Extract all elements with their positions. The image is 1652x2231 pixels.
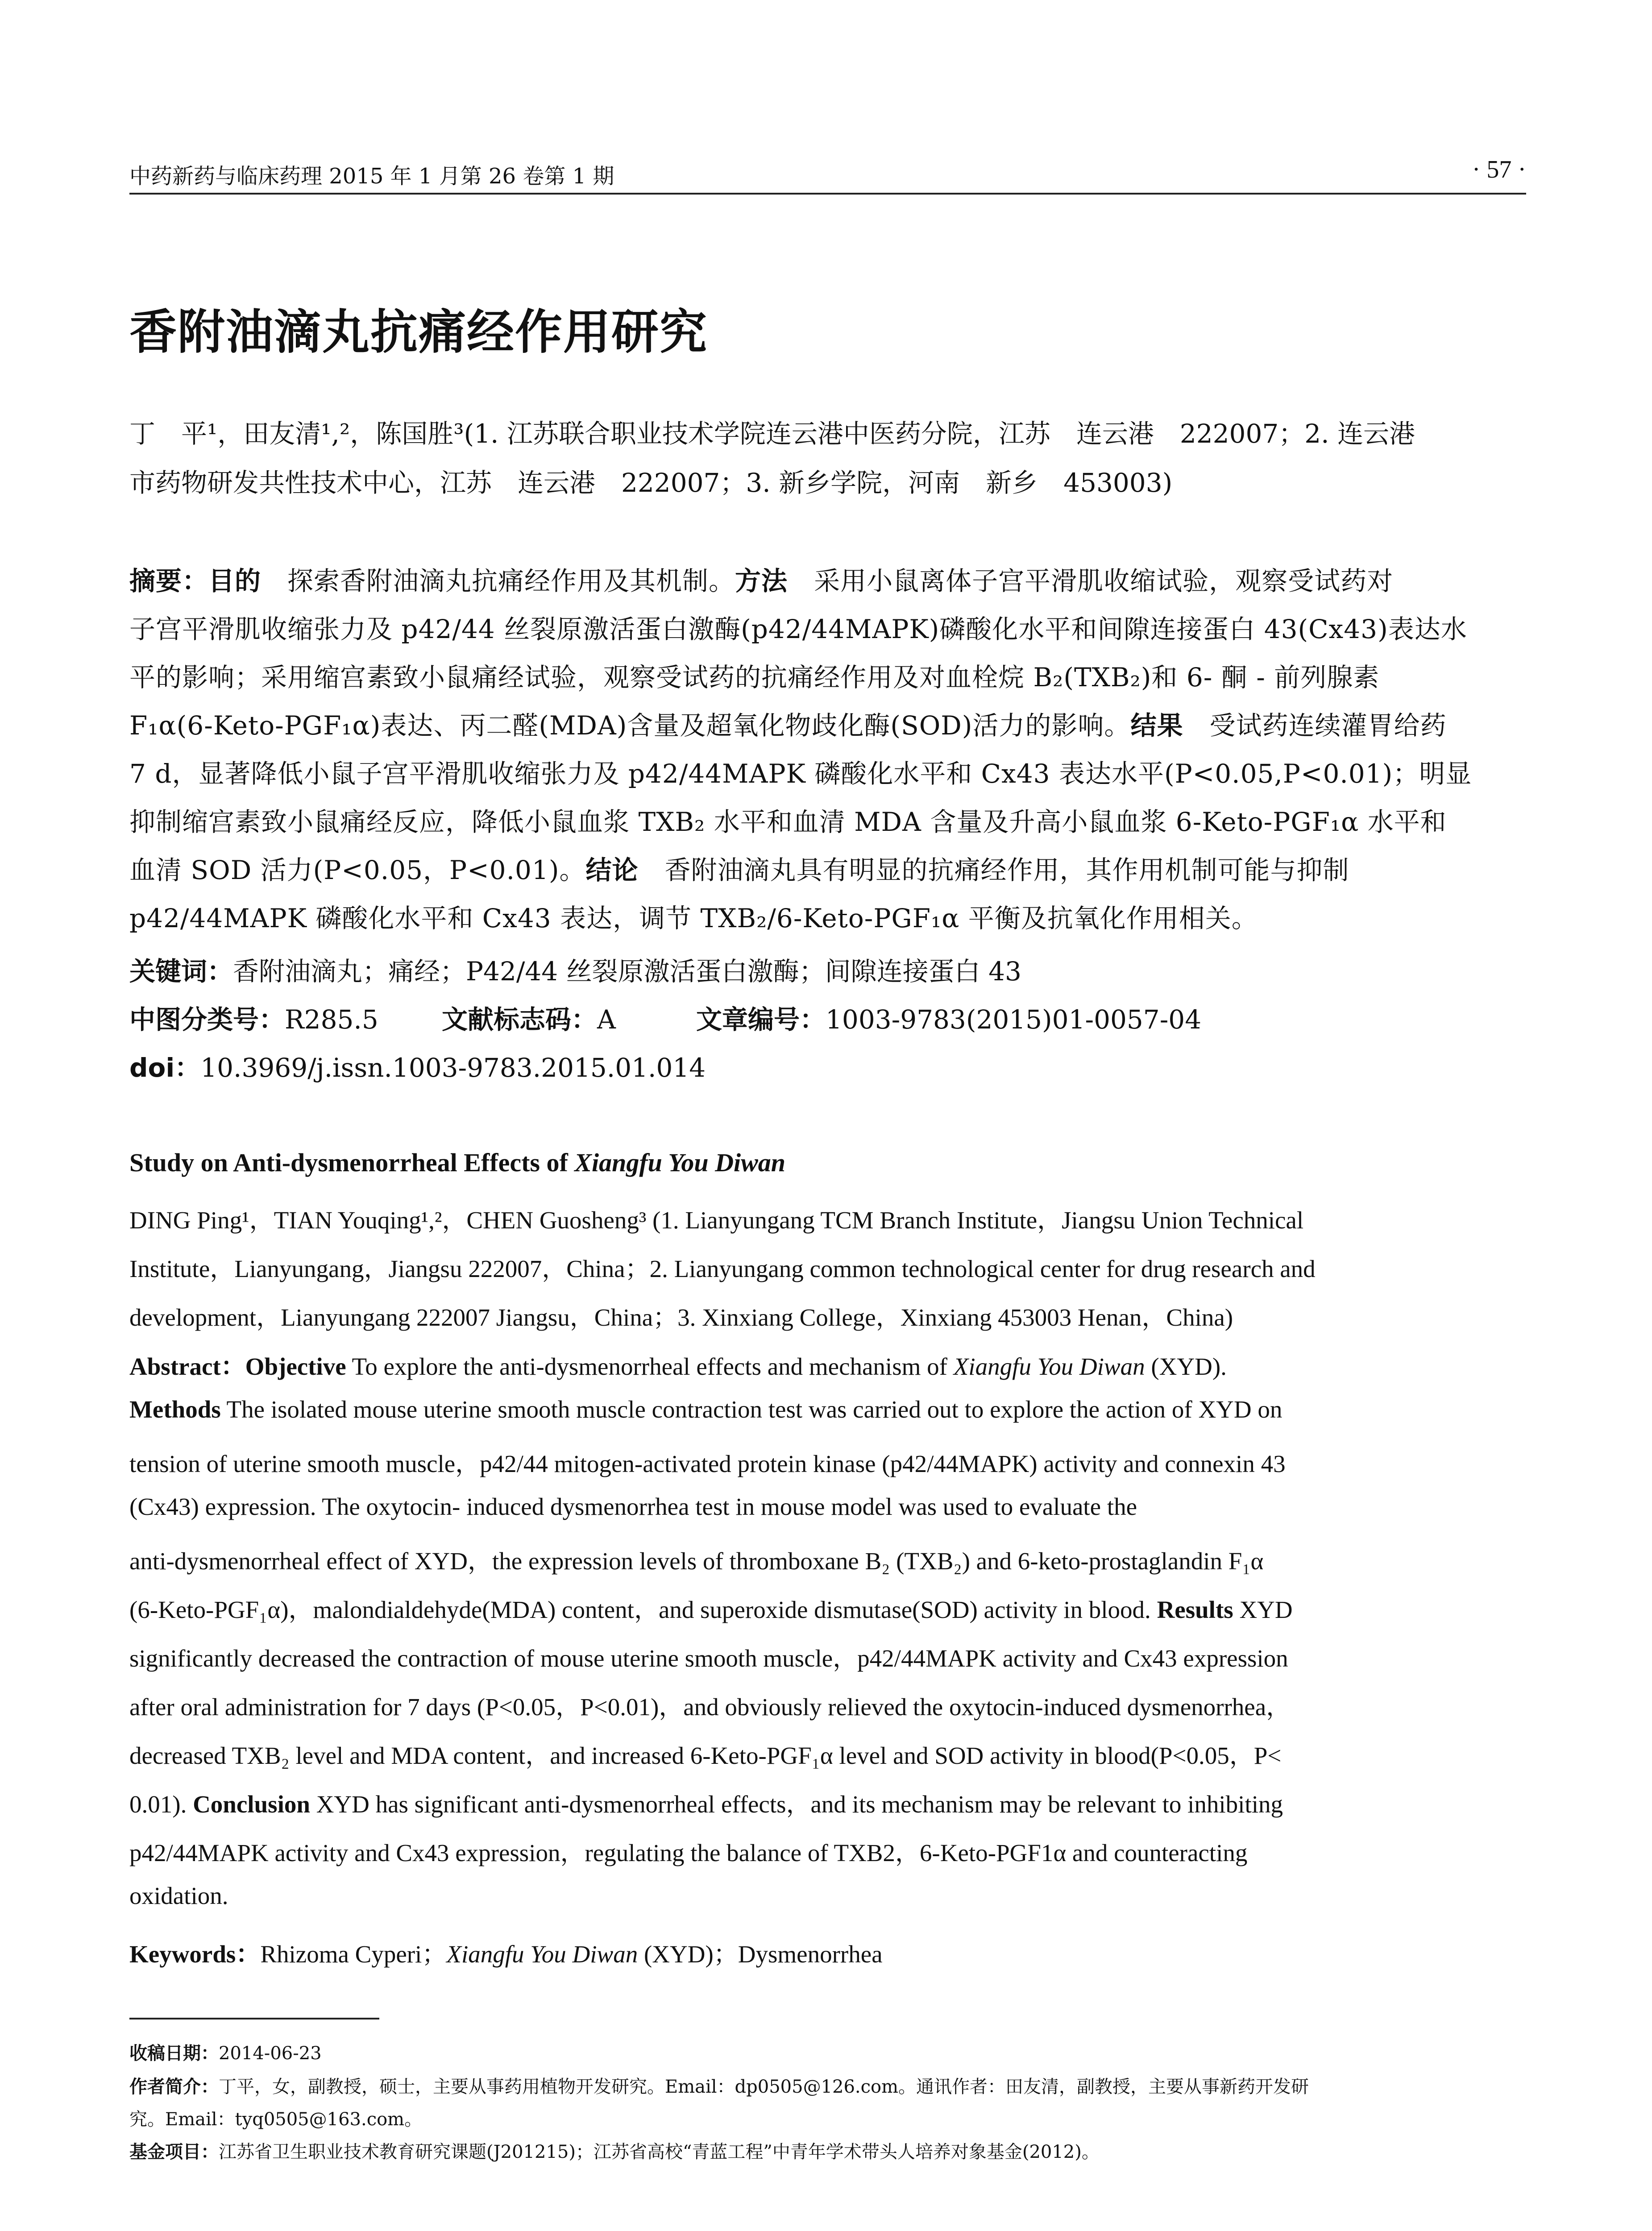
abstract-cn-text: 血清 SOD 活力(P<0.05，P<0.01)。 bbox=[129, 855, 586, 885]
received-label: 收稿日期： bbox=[129, 2043, 219, 2064]
clc-label: 中图分类号： bbox=[129, 1004, 285, 1035]
abstract-en-line: tension of uterine smooth muscle，p42/44 mitogen-activated protein kinase (p42/44MAPK) activity and connexin 43 bbox=[129, 1450, 1286, 1477]
keywords-cn-label: 关键词： bbox=[129, 956, 233, 987]
results-en-text: XYD bbox=[1233, 1596, 1293, 1623]
bio-text: 丁平，女，副教授，硕士，主要从事药用植物开发研究。Email：dp0505@126.com。通讯作者：田友清，副教授，主要从事新药开发研 bbox=[219, 2077, 1309, 2097]
header-rule bbox=[129, 193, 1526, 195]
abstract-en-line: significantly decreased the contraction of mouse uterine smooth muscle，p42/44MAPK activity and Cx43 expression bbox=[129, 1645, 1288, 1672]
objective-en-label: Objective bbox=[245, 1353, 346, 1380]
abstract-cn-line: 平的影响；采用缩宫素致小鼠痛经试验，观察受试药的抗痛经作用及对血栓烷 B₂(TXB₂)和 6- 酮 - 前列腺素 bbox=[129, 662, 1380, 693]
abstract-en-line: decreased TXB₂ level and MDA content，and increased 6-Keto-PGF₁α level and SOD activity in blood(P<0.05，P< bbox=[129, 1742, 1282, 1769]
received-date: 2014-06-23 bbox=[219, 2043, 322, 2064]
fund-label: 基金项目： bbox=[129, 2142, 219, 2162]
abstract-cn-line: 抑制缩宫素致小鼠痛经反应，降低小鼠血浆 TXB₂ 水平和血清 MDA 含量及升高小鼠血浆 6-Keto-PGF₁α 水平和 bbox=[129, 807, 1447, 837]
abstract-cn-label: 摘要： bbox=[129, 566, 209, 596]
abstract-en-line: p42/44MAPK activity and Cx43 expression，regulating the balance of TXB2，6-Keto-PGF1α and counteracting bbox=[129, 1839, 1248, 1866]
keywords-en bbox=[129, 1934, 1526, 1970]
conclusion-en-label: Conclusion bbox=[193, 1791, 310, 1818]
abstract-en bbox=[129, 1347, 1526, 1936]
keywords-cn-text: 香附油滴丸；痛经；P42/44 丝裂原激活蛋白激酶；间隙连接蛋白 43 bbox=[233, 956, 1021, 987]
abstract-cn-line: 7 d，显著降低小鼠子宫平滑肌收缩张力及 p42/44MAPK 磷酸化水平和 Cx43 表达水平(P<0.05,P<0.01)；明显 bbox=[129, 759, 1472, 789]
footnotes bbox=[129, 2039, 1526, 2186]
en-title-main: Study on Anti-dysmenorrheal Effects of bbox=[129, 1148, 575, 1177]
meta-cn bbox=[129, 950, 1526, 1111]
authors-en-line: Institute，Lianyungang，Jiangsu 222007，China；2. Lianyungang common technological center for drug research and bbox=[129, 1255, 1316, 1282]
abstract-en-line: after oral administration for 7 days (P<0.05，P<0.01)，and obviously relieved the oxytocin-induced dysmenorrhea， bbox=[129, 1693, 1291, 1721]
abstract-en-line: anti-dysmenorrheal effect of XYD，the expression levels of thromboxane B₂ (TXB₂) and 6-keto-prostaglandin F₁α bbox=[129, 1547, 1264, 1575]
authors-en-line: DING Ping¹，TIAN Youqing¹,²，CHEN Guosheng³ (1. Lianyungang TCM Branch Institute，Jiangsu Union Technical bbox=[129, 1207, 1304, 1234]
doc-code-label: 文献标志码： bbox=[442, 1004, 598, 1035]
doi-label: doi： bbox=[129, 1053, 201, 1083]
authors-en bbox=[129, 1200, 1526, 1348]
keywords-en-label: Keywords： bbox=[129, 1941, 261, 1968]
keywords-en-text: Rhizoma Cyperi； bbox=[260, 1941, 447, 1968]
results-label: 结果 bbox=[1130, 710, 1183, 741]
abstract-cn-line: p42/44MAPK 磷酸化水平和 Cx43 表达，调节 TXB₂/6-Keto-PGF₁α 平衡及抗氧化作用相关。 bbox=[129, 903, 1258, 933]
methods-en-label: Methods bbox=[129, 1396, 221, 1423]
keywords-en-italic: Xiangfu You Diwan bbox=[446, 1941, 638, 1968]
footnote-rule bbox=[129, 2018, 379, 2020]
keywords-en-text: (XYD)；Dysmenorrhea bbox=[638, 1941, 883, 1968]
article-no-value: 1003-9783(2015)01-0057-04 bbox=[826, 1004, 1202, 1035]
doi-value: 10.3969/j.issn.1003-9783.2015.01.014 bbox=[200, 1053, 706, 1083]
results-en-label: Results bbox=[1157, 1596, 1233, 1623]
objective-text: 探索香附油滴丸抗痛经作用及其机制。 bbox=[261, 566, 735, 596]
abstract-cn-line: 子宫平滑肌收缩张力及 p42/44 丝裂原激活蛋白激酶(p42/44MAPK)磷酸化水平和间隙连接蛋白 43(Cx43)表达水 bbox=[129, 614, 1467, 644]
en-title-italic: Xiangfu You Diwan bbox=[574, 1148, 786, 1177]
authors-cn-line: 市药物研发共性技术中心，江苏 连云港 222007；3. 新乡学院，河南 新乡 453003) bbox=[129, 468, 1173, 498]
bio-label: 作者简介： bbox=[129, 2077, 219, 2097]
objective-en-text: To explore the anti-dysmenorrheal effects and mechanism of bbox=[346, 1353, 954, 1380]
authors-en-line: development，Lianyungang 222007 Jiangsu，China；3. Xinxiang College，Xinxiang 453003 Henan，China) bbox=[129, 1304, 1233, 1331]
abstract-en-label: Abstract： bbox=[129, 1353, 245, 1380]
article-no-label: 文章编号： bbox=[696, 1004, 826, 1035]
en-title bbox=[129, 1148, 1526, 1183]
paper-title: 香附油滴丸抗痛经作用研究 bbox=[129, 305, 708, 360]
clc-value: R285.5 bbox=[285, 1004, 378, 1035]
conclusion-label: 结论 bbox=[585, 855, 639, 885]
methods-label: 方法 bbox=[735, 566, 788, 596]
abstract-en-text: 0.01). bbox=[129, 1791, 193, 1818]
conclusion-en-text: XYD has significant anti-dysmenorrheal effects，and its mechanism may be relevant to inhibiting bbox=[310, 1791, 1283, 1818]
abstract-en-text: (6-Keto-PGF₁α)，malondialdehyde(MDA) content，and superoxide dismutase(SOD) activity in blood. bbox=[129, 1596, 1157, 1623]
authors-cn bbox=[129, 413, 1526, 502]
methods-en-text: The isolated mouse uterine smooth muscle contraction test was carried out to explore the action of XYD on bbox=[220, 1396, 1283, 1423]
objective-en-italic: Xiangfu You Diwan bbox=[953, 1353, 1145, 1380]
results-text: 受试药连续灌胃给药 bbox=[1183, 710, 1447, 741]
methods-text: 采用小鼠离体子宫平滑肌收缩试验，观察受试药对 bbox=[788, 566, 1394, 596]
abstract-en-line: oxidation. bbox=[129, 1882, 228, 1909]
abstract-cn-text: F₁α(6-Keto-PGF₁α)表达、丙二醛(MDA)含量及超氧化物歧化酶(SOD)活力的影响。 bbox=[129, 710, 1131, 741]
fund-text: 江苏省卫生职业技术教育研究课题(J201215)；江苏省高校“青蓝工程”中青年学术带头人培养对象基金(2012)。 bbox=[219, 2142, 1100, 2162]
objective-en-text: (XYD). bbox=[1145, 1353, 1227, 1380]
authors-cn-line: 丁 平¹，田友清¹,²，陈国胜³(1. 江苏联合职业技术学院连云港中医药分院，江苏 连云港 222007；2. 连云港 bbox=[129, 419, 1415, 449]
running-header bbox=[129, 152, 1526, 192]
bio-text: 究。Email：tyq0505@163.com。 bbox=[129, 2109, 423, 2130]
doc-code-value: A bbox=[597, 1004, 616, 1035]
page-number: · 57 · bbox=[1472, 156, 1526, 183]
conclusion-text: 香附油滴丸具有明显的抗痛经作用，其作用机制可能与抑制 bbox=[638, 855, 1349, 885]
journal-name: 中药新药与临床药理 2015 年 1 月第 26 卷第 1 期 bbox=[129, 164, 614, 189]
abstract-en-line: (Cx43) expression. The oxytocin- induced dysmenorrhea test in mouse model was used to evaluate the bbox=[129, 1493, 1137, 1520]
objective-label: 目的 bbox=[208, 566, 261, 596]
